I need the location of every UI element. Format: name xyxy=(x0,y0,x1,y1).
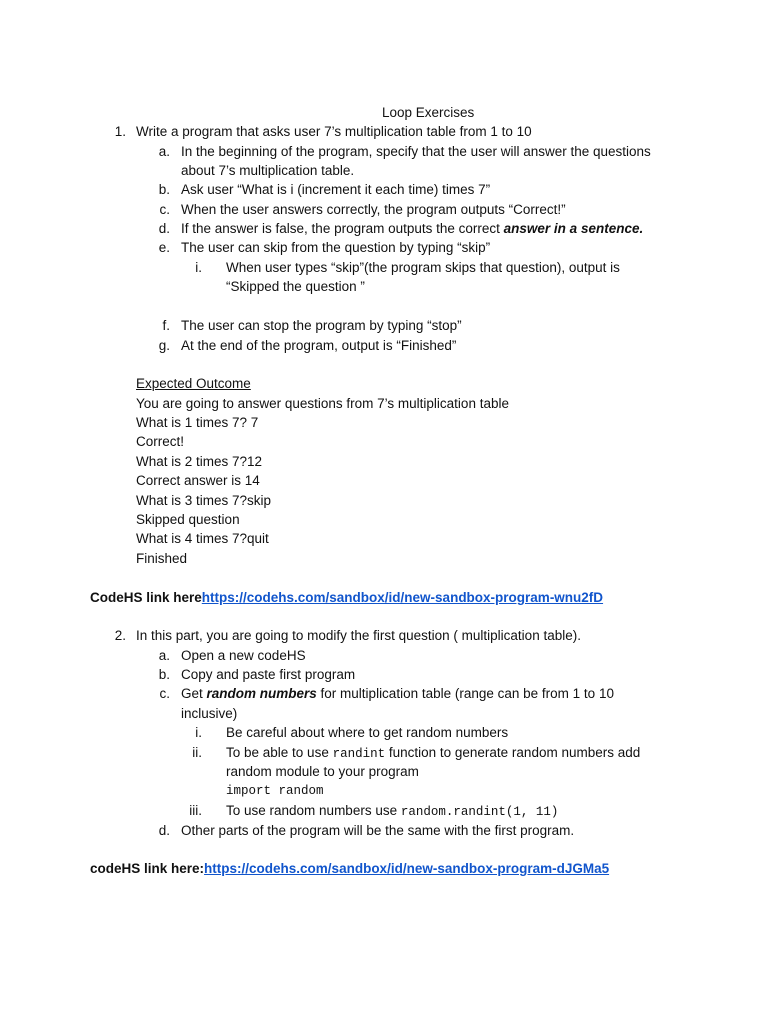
q1-a-text-line1: In the beginning of the program, specify that the user will answer the questions xyxy=(181,144,651,159)
q1-e-text: The user can skip from the question by typing “skip” xyxy=(181,240,491,255)
expected-line: Correct! xyxy=(136,434,185,449)
q2-c-ii-code: randint xyxy=(332,747,386,761)
expected-line: What is 4 times 7?quit xyxy=(136,531,269,546)
q2-c-i-text: Be careful about where to get random numbers xyxy=(226,725,509,740)
q1-d-marker: d. xyxy=(158,221,170,236)
q2-number: 2. xyxy=(114,628,126,643)
expected-line: What is 1 times 7? 7 xyxy=(136,415,259,430)
codehs-link-row-2 xyxy=(90,859,609,879)
codehs-link-1[interactable]: https://codehs.com/sandbox/id/new-sandbox-program-wnu2fD xyxy=(201,590,604,605)
q1-number: 1. xyxy=(114,124,126,139)
expected-outcome-heading: Expected Outcome xyxy=(136,376,251,391)
q1-f-text: The user can stop the program by typing “stop” xyxy=(181,318,462,333)
q2-c-ii-code-line: import random xyxy=(226,784,324,798)
q2-b-marker: b. xyxy=(158,667,170,682)
q2-c-marker: c. xyxy=(159,686,170,701)
q1-c-text: When the user answers correctly, the program outputs “Correct!” xyxy=(181,202,566,217)
q1-c-marker: c. xyxy=(159,202,170,217)
q2-c-iii-line xyxy=(226,801,558,823)
q2-c-iii-code: random.randint(1, 11) xyxy=(400,805,559,819)
q1-g-marker: g. xyxy=(158,338,170,353)
expected-line: What is 2 times 7?12 xyxy=(136,454,263,469)
q1-d-line xyxy=(181,219,643,239)
q1-b-text: Ask user “What is i (increment it each time) times 7” xyxy=(181,182,491,197)
q2-c-line1 xyxy=(181,684,614,704)
q2-c-ii-line2: random module to your program xyxy=(226,764,419,779)
expected-line: Skipped question xyxy=(136,512,240,527)
expected-line: Finished xyxy=(136,551,188,566)
q1-e-i-marker: i. xyxy=(195,260,202,275)
q1-a-marker: a. xyxy=(158,144,170,159)
q1-f-marker: f. xyxy=(162,318,170,333)
expected-line: Correct answer is 14 xyxy=(136,473,260,488)
q1-text: Write a program that asks user 7’s multiplication table from 1 to 10 xyxy=(136,124,532,139)
q2-c-post: for multiplication table (range can be from 1 to 10 xyxy=(316,686,614,701)
codehs-link-label-2: codeHS link here: xyxy=(90,861,205,876)
q2-c-line2: inclusive) xyxy=(181,706,238,721)
q1-e-i-text-line1: When user types “skip”(the program skips that question), output is xyxy=(226,260,620,275)
q2-c-iii-marker: iii. xyxy=(189,803,202,818)
q1-d-text: If the answer is false, the program outputs the correct xyxy=(181,221,504,236)
codehs-link-row-1 xyxy=(90,588,603,608)
document-title: Loop Exercises xyxy=(382,105,475,120)
q2-d-text: Other parts of the program will be the same with the first program. xyxy=(181,823,575,838)
codehs-link-label-1: CodeHS link here xyxy=(90,590,202,605)
q1-b-marker: b. xyxy=(158,182,170,197)
q1-e-marker: e. xyxy=(158,240,170,255)
q1-e-i-text-line2: “Skipped the question ” xyxy=(226,279,365,294)
q2-a-text: Open a new codeHS xyxy=(181,648,306,663)
codehs-link-2[interactable]: https://codehs.com/sandbox/id/new-sandbox-program-dJGMa5 xyxy=(204,861,610,876)
q2-c-pre: Get xyxy=(181,686,207,701)
q2-c-iii-pre: To use random numbers use xyxy=(226,803,401,818)
q2-b-text: Copy and paste first program xyxy=(181,667,356,682)
q2-c-ii-marker: ii. xyxy=(192,745,202,760)
q2-c-i-marker: i. xyxy=(195,725,202,740)
q1-d-emphasis: answer in a sentence. xyxy=(503,221,644,236)
q2-c-ii-post: function to generate random numbers add xyxy=(385,745,641,760)
q1-a-text-line2: about 7’s multiplication table. xyxy=(181,163,355,178)
q2-a-marker: a. xyxy=(158,648,170,663)
q2-text: In this part, you are going to modify the first question ( multiplication table). xyxy=(136,628,581,643)
q1-g-text: At the end of the program, output is “Finished” xyxy=(181,338,457,353)
q2-c-ii-pre: To be able to use xyxy=(226,745,333,760)
q2-c-emphasis: random numbers xyxy=(206,686,317,701)
expected-line: You are going to answer questions from 7’s multiplication table xyxy=(136,396,509,411)
expected-line: What is 3 times 7?skip xyxy=(136,493,272,508)
q2-d-marker: d. xyxy=(158,823,170,838)
